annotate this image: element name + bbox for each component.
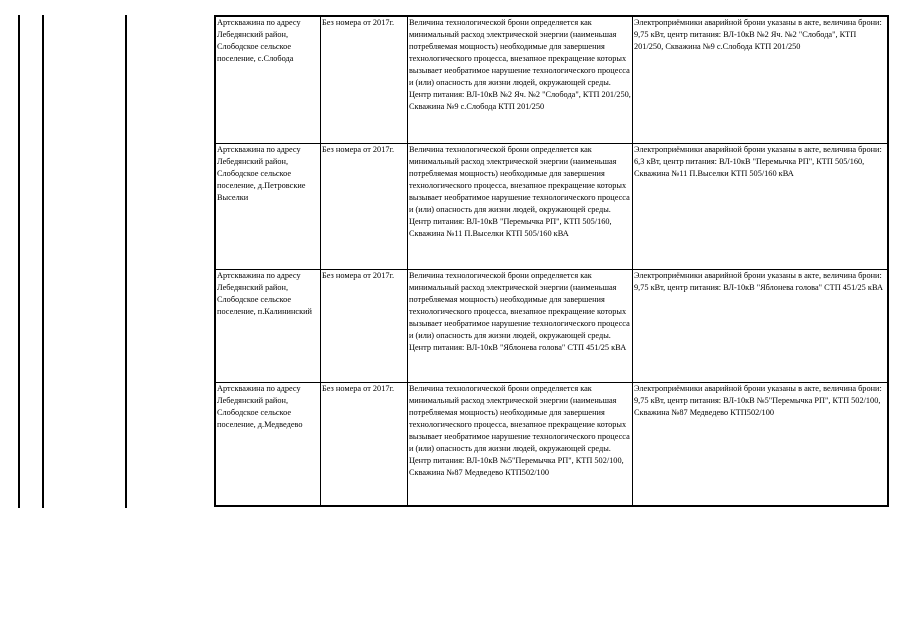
margin-rule-1	[18, 15, 20, 508]
location-cell: Артскважина по адресу Лебедянский район, Слободское сельское поселение, с.Слобода	[215, 16, 321, 143]
table-row	[215, 269, 888, 382]
table-row	[215, 143, 888, 269]
consumers-cell: Электроприёмники аварийной брони указаны в акте, величина брони: 9,75 кВт, центр питания: ВЛ-10кВ №5"Перемычка РП", КТП 502/100, Скважина №87 Медведево КТП502/100	[633, 382, 889, 506]
location-cell: Артскважина по адресу Лебедянский район, Слободское сельское поселение, д.Петровские Выселки	[215, 143, 321, 269]
description-cell: Величина технологической брони определяется как минимальный расход электрической энергии (наименьшая потребляемая мощность) необходимые для завершения технологического процесса, внезапное прекращение которых вызывает необратимое нарушение технологического процесса и (или) опасность для жизни людей, окружающей среды. Центр питания: ВЛ-10кВ №5"Перемычка РП", КТП 502/100, Скважина №87 Медведево КТП502/100	[408, 382, 633, 506]
description-cell: Величина технологической брони определяется как минимальный расход электрической энергии (наименьшая потребляемая мощность) необходимые для завершения технологического процесса, внезапное прекращение которых вызывает необратимое нарушение технологического процесса и (или) опасность для жизни людей, окружающей среды. Центр питания: ВЛ-10кВ №2 Яч. №2 "Слобода", КТП 201/250, Скважина №9 с.Слобода КТП 201/250	[408, 16, 633, 143]
description-cell: Величина технологической брони определяется как минимальный расход электрической энергии (наименьшая потребляемая мощность) необходимые для завершения технологического процесса, внезапное прекращение которых вызывает необратимое нарушение технологического процесса и (или) опасность для жизни людей, окружающей среды. Центр питания: ВЛ-10кВ "Перемычка РП", КТП 505/160, Скважина №11 П.Выселки КТП 505/160 кВА	[408, 143, 633, 269]
consumers-cell: Электроприёмники аварийной брони указаны в акте, величина брони: 9,75 кВт, центр питания: ВЛ-10кВ "Яблонева голова" СТП 451/25 кВА	[633, 269, 889, 382]
table-row	[215, 382, 888, 506]
location-cell: Артскважина по адресу Лебедянский район, Слободское сельское поселение, п.Калининский	[215, 269, 321, 382]
act-number-cell: Без номера от 2017г.	[321, 16, 408, 143]
act-number-cell: Без номера от 2017г.	[321, 143, 408, 269]
emergency-reserve-table	[214, 15, 889, 507]
consumers-cell: Электроприёмники аварийной брони указаны в акте, величина брони: 6,3 кВт, центр питания: ВЛ-10кВ "Перемычка РП", КТП 505/160, Скважина №11 П.Выселки КТП 505/160 кВА	[633, 143, 889, 269]
consumers-cell: Электроприёмники аварийной брони указаны в акте, величина брони: 9,75 кВт, центр питания: ВЛ-10кВ №2 Яч. №2 "Слобода", КТП 201/250, Скважина №9 с.Слобода КТП 201/250	[633, 16, 889, 143]
act-number-cell: Без номера от 2017г.	[321, 382, 408, 506]
location-cell: Артскважина по адресу Лебедянский район, Слободское сельское поселение, д.Медведево	[215, 382, 321, 506]
margin-rule-3	[125, 15, 127, 508]
act-number-cell: Без номера от 2017г.	[321, 269, 408, 382]
margin-rule-2	[42, 15, 44, 508]
description-cell: Величина технологической брони определяется как минимальный расход электрической энергии (наименьшая потребляемая мощность) необходимые для завершения технологического процесса, внезапное прекращение которых вызывает необратимое нарушение технологического процесса и (или) опасность для жизни людей, окружающей среды. Центр питания: ВЛ-10кВ "Яблонева голова" СТП 451/25 кВА	[408, 269, 633, 382]
table-row	[215, 16, 888, 143]
